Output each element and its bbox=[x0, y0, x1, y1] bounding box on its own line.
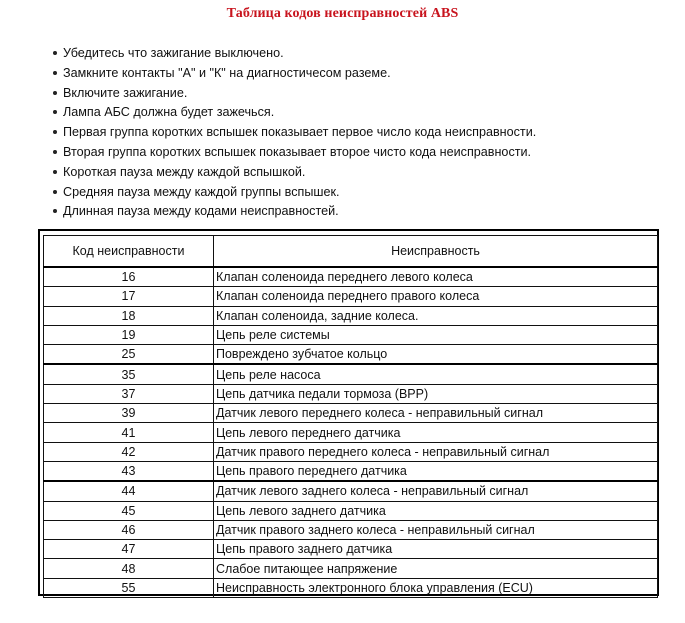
fault-code-cell: 37 bbox=[44, 384, 214, 403]
table-row bbox=[44, 364, 658, 384]
fault-description-cell: Цепь правого заднего датчика bbox=[214, 540, 658, 559]
document-title: Таблица кодов неисправностей ABS bbox=[226, 6, 459, 21]
fault-description-cell: Цепь левого переднего датчика bbox=[214, 423, 658, 442]
fault-description-cell: Неисправность электронного блока управления (ECU) bbox=[214, 578, 658, 597]
table-row bbox=[44, 404, 658, 423]
fault-code-cell: 55 bbox=[44, 578, 214, 597]
instruction-text: Замкните контакты "А" и "К" на диагностичесом раземе. bbox=[63, 65, 391, 80]
fault-description-cell: Цепь датчика педали тормоза (BPP) bbox=[214, 384, 658, 403]
code-column-header: Код неисправности bbox=[44, 236, 214, 268]
fault-code-cell: 16 bbox=[44, 267, 214, 287]
table-row bbox=[44, 325, 658, 344]
table-row bbox=[44, 384, 658, 403]
instruction-item bbox=[49, 43, 536, 63]
fault-code-cell: 42 bbox=[44, 442, 214, 461]
table-row bbox=[44, 345, 658, 365]
fault-description-cell: Цепь реле системы bbox=[214, 325, 658, 344]
fault-description-cell: Повреждено зубчатое кольцо bbox=[214, 345, 658, 365]
table-row bbox=[44, 267, 658, 287]
fault-code-cell: 19 bbox=[44, 325, 214, 344]
table-row bbox=[44, 306, 658, 325]
table-row bbox=[44, 287, 658, 306]
fault-description-cell: Датчик правого заднего колеса - неправильный сигнал bbox=[214, 520, 658, 539]
fault-code-cell: 17 bbox=[44, 287, 214, 306]
fault-description-cell: Цепь правого переднего датчика bbox=[214, 461, 658, 481]
table-row bbox=[44, 481, 658, 501]
fault-code-cell: 46 bbox=[44, 520, 214, 539]
instruction-text: Включите зажигание. bbox=[63, 85, 188, 100]
bullet-icon bbox=[53, 51, 57, 55]
instruction-item bbox=[49, 201, 536, 221]
fault-code-cell: 47 bbox=[44, 540, 214, 559]
instruction-text: Лампа АБС должна будет зажечься. bbox=[63, 105, 275, 120]
fault-description-cell: Цепь левого заднего датчика bbox=[214, 501, 658, 520]
table-row bbox=[44, 423, 658, 442]
instruction-text: Короткая пауза между каждой вспышкой. bbox=[63, 164, 306, 179]
bullet-icon bbox=[53, 71, 57, 75]
fault-code-cell: 25 bbox=[44, 345, 214, 365]
table-row bbox=[44, 442, 658, 461]
bullet-icon bbox=[53, 110, 57, 114]
fault-description-cell: Клапан соленоида, задние колеса. bbox=[214, 306, 658, 325]
fault-code-cell: 43 bbox=[44, 461, 214, 481]
fault-description-cell: Клапан соленоида переднего правого колеса bbox=[214, 287, 658, 306]
fault-code-cell: 48 bbox=[44, 559, 214, 578]
instruction-item bbox=[49, 142, 536, 162]
table-row bbox=[44, 461, 658, 481]
fault-code-table-frame bbox=[38, 229, 659, 596]
fault-description-cell: Слабое питающее напряжение bbox=[214, 559, 658, 578]
instruction-item bbox=[49, 83, 536, 103]
table-row bbox=[44, 501, 658, 520]
instruction-text: Длинная пауза между кодами неисправностей. bbox=[63, 204, 339, 219]
bullet-icon bbox=[53, 130, 57, 134]
instruction-text: Вторая группа коротких вспышек показывает второе чисто кода неисправности. bbox=[63, 144, 532, 159]
bullet-icon bbox=[53, 190, 57, 194]
instruction-text: Первая группа коротких вспышек показывает первое число кода неисправности. bbox=[63, 125, 537, 140]
instruction-item bbox=[49, 63, 536, 83]
instruction-text: Средняя пауза между каждой группы вспышек. bbox=[63, 184, 340, 199]
table-row bbox=[44, 578, 658, 597]
bullet-icon bbox=[53, 91, 57, 95]
table-row bbox=[44, 520, 658, 539]
bullet-icon bbox=[53, 209, 57, 213]
fault-description-cell: Датчик левого переднего колеса - неправильный сигнал bbox=[214, 404, 658, 423]
fault-code-cell: 35 bbox=[44, 364, 214, 384]
table-header-row bbox=[44, 236, 658, 268]
fault-description-cell: Датчик левого заднего колеса - неправильный сигнал bbox=[214, 481, 658, 501]
fault-code-cell: 45 bbox=[44, 501, 214, 520]
fault-description-cell: Датчик правого переднего колеса - неправильный сигнал bbox=[214, 442, 658, 461]
description-column-header: Неисправность bbox=[214, 236, 658, 268]
instruction-text: Убедитесь что зажигание выключено. bbox=[63, 46, 284, 60]
instruction-item bbox=[49, 182, 536, 202]
instruction-item bbox=[49, 102, 536, 122]
fault-code-cell: 39 bbox=[44, 404, 214, 423]
instruction-list bbox=[49, 43, 536, 221]
table-row bbox=[44, 540, 658, 559]
fault-code-cell: 18 bbox=[44, 306, 214, 325]
fault-code-cell: 41 bbox=[44, 423, 214, 442]
fault-description-cell: Цепь реле насоса bbox=[214, 364, 658, 384]
bullet-icon bbox=[53, 170, 57, 174]
table-row bbox=[44, 559, 658, 578]
fault-code-cell: 44 bbox=[44, 481, 214, 501]
instruction-item bbox=[49, 122, 536, 142]
fault-description-cell: Клапан соленоида переднего левого колеса bbox=[214, 267, 658, 287]
instruction-item bbox=[49, 162, 536, 182]
fault-code-table bbox=[43, 235, 658, 598]
bullet-icon bbox=[53, 150, 57, 154]
